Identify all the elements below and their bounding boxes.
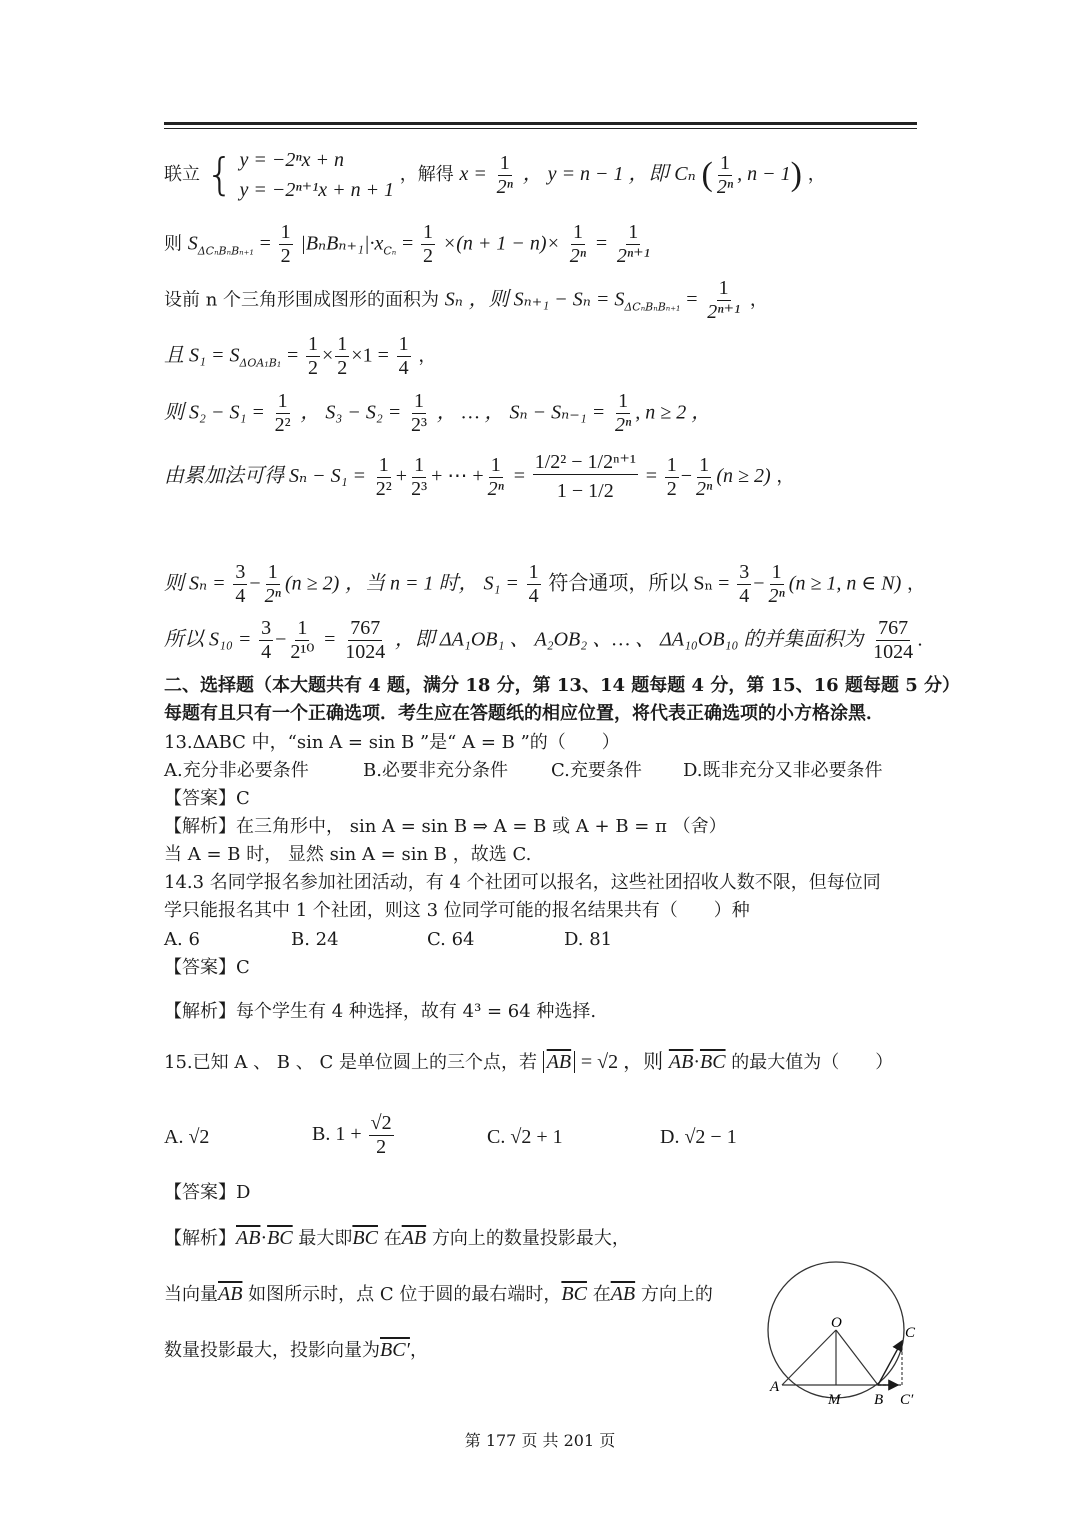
vector-bc: $\overline{BC}$ bbox=[561, 1283, 587, 1305]
subscript: Cₙ bbox=[383, 244, 397, 258]
math: − bbox=[753, 572, 765, 595]
header-rule-thin bbox=[164, 128, 917, 129]
fraction: $\frac{1}{\text{2ⁿ}}$ bbox=[496, 151, 513, 198]
math: ，当 n = 1 时， S₁ = bbox=[344, 572, 519, 595]
fraction: $\frac{1}{\text{2ⁿ}}$ bbox=[696, 453, 713, 500]
page-footer: 第 177 页 共 201 页 bbox=[464, 1431, 616, 1450]
vector-bc: $\overline{BC}$ bbox=[267, 1227, 293, 1249]
segment-ob bbox=[836, 1330, 878, 1385]
text: 则 bbox=[164, 233, 182, 255]
fraction: $\frac{1}{\text{2ⁿ}}$ bbox=[569, 221, 587, 267]
q15-option-b: B. 1 + $\frac{√2}{2}$ bbox=[312, 1112, 392, 1158]
solution-line-3 bbox=[164, 278, 768, 323]
math: 且 S₁ = S bbox=[164, 344, 240, 367]
label-c-prime: C′ bbox=[900, 1392, 914, 1405]
math: = bbox=[401, 232, 414, 255]
q14-stem-2: 学只能报名其中 1 个社团，则这 3 位同学可能的报名结果共有（ ）种 bbox=[164, 900, 750, 921]
math: S bbox=[187, 232, 198, 255]
q14-stem-1: 14.3 名同学报名参加社团活动，有 4 个社团可以报名，这些社团招收人数不限，但每位同 bbox=[164, 872, 881, 893]
solution-line-2 bbox=[164, 222, 654, 267]
math: , n − 1 bbox=[737, 163, 791, 185]
q13-answer: 【答案】C bbox=[164, 788, 250, 809]
fraction: $\frac{1}{2}$ bbox=[308, 333, 319, 379]
math: 符合通项，所以 Sₙ = bbox=[548, 572, 730, 595]
fraction: $\frac{1}{\text{2³}}$ bbox=[411, 453, 428, 500]
math: = bbox=[287, 344, 299, 367]
solution-line-1: 联立 { y = −2ⁿx + n y = −2ⁿ⁺¹x + n + 1 ，解得 x = $\frac{1}{\text{2ⁿ}}$ ， y = n − 1 ，即 Cₙ ( $\frac{1}{\text{2ⁿ}}$ , n − 1) ， bbox=[164, 145, 826, 205]
q14-analysis: 【解析】每个学生有 4 种选择，故有 4³ = 64 种选择. bbox=[164, 1001, 597, 1022]
label-o: O bbox=[831, 1315, 842, 1331]
q13-analysis-2: 当 A = B 时， 显然 sin A = sin B ，故选 C. bbox=[164, 844, 532, 865]
q15-stem bbox=[164, 1050, 893, 1075]
segment-oa bbox=[782, 1330, 836, 1385]
text: ， bbox=[418, 345, 437, 367]
label-a: A bbox=[770, 1379, 780, 1395]
q13-stem: 13.ΔABC 中，“sin A = sin B ”是“ A = B ”的（ ） bbox=[164, 732, 620, 753]
math: 则 Sₙ = bbox=[164, 572, 226, 595]
q15-option-d: D. √2 − 1 bbox=[660, 1126, 737, 1148]
solution-line-5 bbox=[164, 391, 711, 436]
math: (n ≥ 2) bbox=[284, 572, 340, 595]
header-rule-thick bbox=[164, 122, 917, 125]
q15-answer: 【答案】D bbox=[164, 1182, 251, 1203]
math: = bbox=[595, 232, 608, 255]
vector-ab: $\overline{AB}$ bbox=[546, 1051, 572, 1073]
vector-ab: $\overline{AB}$ bbox=[401, 1227, 427, 1249]
solution-line-8 bbox=[164, 618, 923, 663]
fraction: $\frac{3}{4}$ bbox=[235, 561, 246, 607]
math: 所以 S₁₀ = bbox=[164, 628, 252, 651]
q14-option-a: A. 6 bbox=[164, 929, 200, 950]
fraction: $\frac{767}{1024}$ bbox=[873, 617, 914, 663]
fraction: $\frac{767}{1024}$ bbox=[345, 617, 386, 663]
fraction: $\frac{1}{\text{2ⁿ⁺¹}}$ bbox=[707, 277, 741, 323]
q15-option-c: C. √2 + 1 bbox=[487, 1126, 563, 1148]
fraction: $\frac{1}{\text{2¹⁰}}$ bbox=[290, 617, 315, 663]
q15-analysis-2: 当向量$\overline{AB}$ 如图所示时，点 C 位于圆的最右端时，$\overline{BC}$ 在$\overline{AB}$ 方向上的 bbox=[164, 1283, 713, 1305]
section-title: 二、选择题（本大题共有 4 题，满分 18 分，第 13、14 题每题 4 分，第 15、16 题每题 5 分） bbox=[164, 675, 961, 696]
equation-2: y = −2ⁿ⁺¹x + n + 1 bbox=[239, 179, 395, 201]
fraction: $\frac{1}{\text{2ⁿ}}$ bbox=[768, 561, 785, 607]
fraction: $\frac{1}{\text{2²}}$ bbox=[375, 453, 392, 500]
math: , n ≥ 2 ， bbox=[635, 401, 712, 424]
math: = bbox=[324, 628, 336, 651]
math: ，则 Sₙ₊₁ − Sₙ = S bbox=[468, 288, 625, 311]
fraction: $\frac{1}{\text{2³}}$ bbox=[411, 390, 428, 436]
text: 联立 bbox=[164, 164, 200, 185]
math: ， S₃ − S₂ = bbox=[300, 401, 402, 424]
math: − bbox=[680, 465, 692, 487]
text: 的最大值为（ ） bbox=[731, 1052, 894, 1073]
fraction: $\frac{1}{\text{2ⁿ}}$ bbox=[487, 453, 504, 500]
q13-analysis-1: 【解析】在三角形中， sin A = sin B ⇒ A = B 或 A + B = π （舍） bbox=[164, 816, 727, 837]
math: = bbox=[645, 465, 657, 487]
vector-bc-arrow bbox=[878, 1341, 902, 1385]
math: − bbox=[249, 572, 261, 595]
subscript: ΔCₙBₙBₙ₊₁ bbox=[197, 244, 254, 258]
math: = √2 ，则 bbox=[580, 1051, 664, 1073]
text: . bbox=[917, 629, 923, 651]
fraction: $\frac{1}{\text{2ⁿ⁺¹}}$ bbox=[616, 221, 650, 267]
equation-1: y = −2ⁿx + n bbox=[239, 149, 345, 171]
vector-ab: $\overline{AB}$ bbox=[218, 1283, 243, 1305]
q15-analysis-3: 数量投影最大，投影向量为BC′， bbox=[164, 1339, 428, 1361]
text: ， bbox=[749, 289, 768, 311]
left-brace-icon: { bbox=[205, 149, 234, 200]
label-c: C bbox=[905, 1325, 916, 1341]
fraction: $\frac{1}{4}$ bbox=[398, 333, 409, 379]
fraction: $\frac{3}{4}$ bbox=[739, 561, 750, 607]
text: 设前 n 个三角形围成图形的面积为 bbox=[164, 289, 440, 311]
equation-system bbox=[239, 145, 394, 205]
math: + bbox=[395, 465, 408, 487]
fraction: $\frac{1}{\text{2ⁿ}}$ bbox=[264, 561, 281, 607]
math: |BₙBₙ₊₁|·x bbox=[300, 232, 384, 255]
math: = bbox=[686, 288, 698, 311]
unit-circle-figure bbox=[760, 1255, 930, 1405]
math: (n ≥ 1, n ∈ N) bbox=[788, 572, 902, 595]
fraction: $\frac{1}{2}$ bbox=[666, 453, 677, 500]
vector-ab: $\overline{AB}$ bbox=[610, 1283, 636, 1305]
subscript: ΔOA₁B₁ bbox=[239, 356, 282, 370]
q14-option-d: D. 81 bbox=[564, 929, 613, 950]
fraction: $\frac{1}{2}$ bbox=[337, 333, 348, 379]
math: ， … ， Sₙ − Sₙ₋₁ = bbox=[436, 401, 606, 424]
text: 15.已知 A 、 B 、 C 是单位圆上的三个点，若 bbox=[164, 1052, 537, 1073]
text: ， bbox=[807, 164, 826, 185]
fraction: $\frac{1}{\text{2ⁿ}}$ bbox=[614, 390, 632, 436]
math: Sₙ bbox=[444, 288, 463, 311]
vector-bc-prime: BC′ bbox=[380, 1339, 410, 1361]
math: Cₙ bbox=[674, 163, 696, 185]
vector-bc: $\overline{BC}$ bbox=[352, 1227, 378, 1249]
text: ， bbox=[906, 573, 925, 595]
q13-option-a: A.充分非必要条件 bbox=[164, 760, 309, 781]
q13-option-c: C.充要条件 bbox=[551, 760, 642, 781]
math: x = bbox=[459, 163, 487, 185]
vector-ab: $\overline{AB}$ bbox=[668, 1051, 694, 1073]
subscript: ΔCₙBₙBₙ₊₁ bbox=[624, 300, 681, 314]
fraction: $\frac{1}{2}$ bbox=[280, 221, 291, 267]
fraction: $\frac{1}{4}$ bbox=[528, 561, 539, 607]
label-b: B bbox=[874, 1392, 884, 1405]
math: ×1 = bbox=[351, 344, 389, 367]
math: = bbox=[513, 465, 525, 487]
solution-line-4 bbox=[164, 334, 436, 379]
compound-fraction: $\frac{\text{1/2² − 1/2ⁿ⁺¹}}{1 - 1/2}$ bbox=[534, 451, 636, 502]
q15-options bbox=[164, 1113, 924, 1163]
label-m: M bbox=[828, 1392, 841, 1405]
math: (n ≥ 2) bbox=[716, 465, 771, 487]
text: ， bbox=[776, 466, 795, 487]
vector-ab: $\overline{AB}$ bbox=[236, 1227, 261, 1249]
text: ，解得 bbox=[399, 164, 454, 185]
q14-option-b: B. 24 bbox=[291, 929, 339, 950]
fraction: $\frac{1}{\text{2²}}$ bbox=[274, 390, 291, 436]
fraction: $\frac{3}{4}$ bbox=[261, 617, 272, 663]
q13-option-d: D.既非充分又非必要条件 bbox=[683, 760, 883, 781]
q14-answer: 【答案】C bbox=[164, 957, 250, 978]
fraction: $\frac{1}{\text{2ⁿ}}$ bbox=[716, 151, 734, 198]
q13-option-b: B.必要非充分条件 bbox=[363, 760, 508, 781]
fraction: $\frac{1}{2}$ bbox=[423, 221, 433, 267]
math: × bbox=[322, 344, 334, 367]
math: 则 S₂ − S₁ = bbox=[164, 401, 265, 424]
math: 由累加法可得 Sₙ − S₁ = bbox=[164, 465, 367, 487]
q15-analysis-1: 【解析】$\overline{AB}\cdot\overline{BC}$ 最大即$\overline{BC}$ 在$\overline{AB}$ 方向上的数量投影最大， bbox=[164, 1227, 630, 1249]
math: = bbox=[259, 232, 271, 255]
math: · bbox=[693, 1051, 700, 1073]
section-instruction: 每题有且只有一个正确选项．考生应在答题纸的相应位置，将代表正确选项的小方格涂黑． bbox=[164, 703, 884, 724]
q15-option-a: A. √2 bbox=[164, 1126, 210, 1148]
solution-line-7 bbox=[164, 562, 925, 607]
math: − bbox=[275, 628, 287, 651]
math: ×(n + 1 − n)× bbox=[442, 232, 561, 255]
q14-option-c: C. 64 bbox=[427, 929, 475, 950]
solution-line-6 bbox=[164, 452, 794, 502]
math: ，即 ΔA₁OB₁ 、 A₂OB₂ 、… 、 ΔA₁₀OB₁₀ 的并集面积为 bbox=[394, 628, 864, 651]
math: + ⋯ + bbox=[431, 465, 484, 487]
math: ， y = n − 1 ，即 bbox=[522, 163, 669, 185]
vector-bc: $\overline{BC}$ bbox=[699, 1051, 726, 1073]
